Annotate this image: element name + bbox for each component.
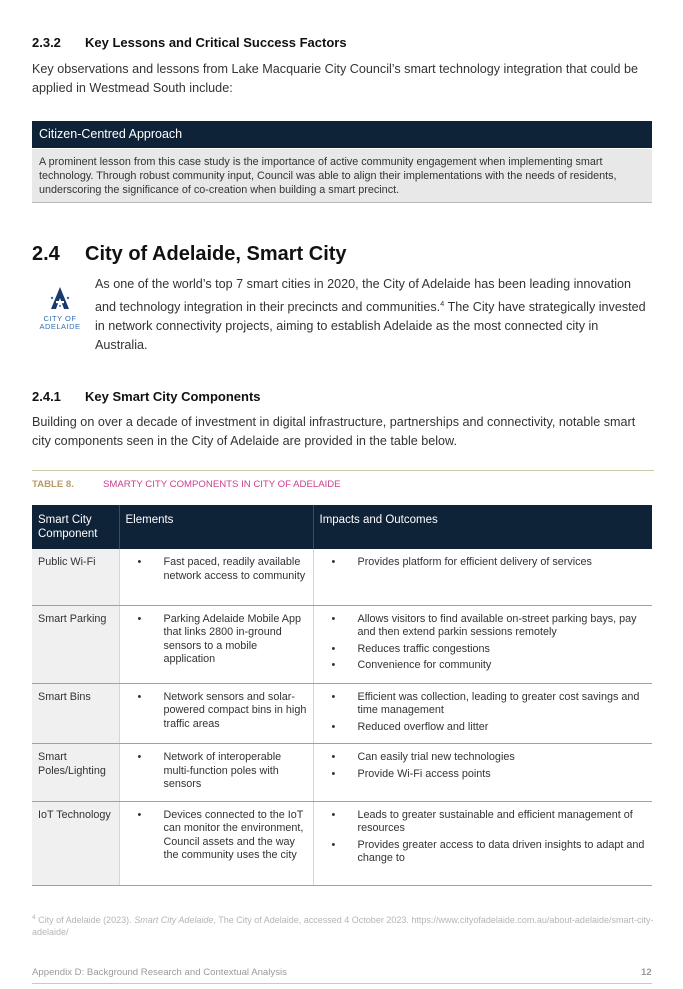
footnote-number: 4 (32, 914, 36, 921)
callout-title: Citizen-Centred Approach (32, 121, 652, 148)
list-item: • Devices connected to the IoT can monitor the environment, Council assets and the way the community uses the city (138, 809, 307, 863)
list-item: • Allows visitors to find available on-street parking bays, pay and then extend parkin sessions remotely (332, 613, 647, 640)
header-elements: Elements (119, 505, 313, 549)
component-cell: Smart Bins (32, 683, 119, 744)
intro-text-part2: The City have strategically invested in network connectivity projects, aiming to establish Adelaide as the most connected city in Australia. (95, 300, 646, 353)
list-item: • Can easily trial new technologies (332, 751, 647, 765)
page-number: 12 (641, 967, 652, 978)
caption-divider (32, 470, 654, 471)
elements-cell (119, 744, 313, 802)
list-item: • Efficient was collection, leading to greater cost savings and time management (332, 691, 647, 718)
list-item: • Network of interoperable multi-function poles with sensors (138, 751, 307, 792)
impacts-cell (313, 683, 652, 744)
adelaide-logo-icon (48, 286, 72, 310)
list-item: • Provides platform for efficient delivery of services (332, 556, 647, 570)
elements-cell (119, 683, 313, 744)
smart-city-components-table (32, 505, 652, 886)
footnote-reference: 4 (440, 299, 445, 308)
section-title: City of Adelaide, Smart City (85, 243, 347, 265)
section-number: 2.3.2 (32, 35, 61, 50)
component-cell: Smart Parking (32, 605, 119, 683)
table-caption (32, 479, 341, 490)
table-row (32, 605, 652, 683)
table-row (32, 683, 652, 744)
section-title: Key Lessons and Critical Success Factors (85, 35, 347, 50)
list-item: • Fast paced, readily available network access to community (138, 556, 307, 583)
impacts-cell (313, 605, 652, 683)
intro-paragraph-2-4 (95, 275, 650, 355)
footnote-italic: Smart City Adelaide (134, 915, 214, 925)
component-cell: Smart Poles/Lighting (32, 744, 119, 802)
logo-text-line2: ADELAIDE (39, 322, 81, 331)
footnote-text2: , The City of Adelaide, accessed 4 October 2023. https://www.cityofadelaide.com.au/about-adelaide/smart-city-adelaide/ (32, 915, 654, 937)
list-item: • Network sensors and solar-powered compact bins in high traffic areas (138, 691, 307, 732)
elements-cell (119, 549, 313, 605)
section-heading-2-4 (32, 243, 347, 266)
list-item: • Provide Wi-Fi access points (332, 768, 647, 782)
section-title: Key Smart City Components (85, 389, 261, 404)
footnote (32, 912, 657, 938)
footer-divider (32, 983, 652, 984)
table-row (32, 744, 652, 802)
header-impacts: Impacts and Outcomes (313, 505, 652, 549)
intro-paragraph-2-4-1: Building on over a decade of investment in digital infrastructure, partnerships and connectivity, notable smart city components seen in the City of Adelaide are provided in the table below. (32, 415, 636, 448)
impacts-cell (313, 801, 652, 885)
table-header-row (32, 505, 652, 549)
callout-body: A prominent lesson from this case study is the importance of active community engagement when implementing smart technology. Through robust community input, Council was able to align their implementations with the needs of residents, underscoring the significance of co-creation when building a smart precinct. (32, 149, 652, 203)
footnote-text1: City of Adelaide (2023). (35, 915, 135, 925)
section-heading-2-4-1 (32, 389, 261, 404)
table-caption-text: SMARTY CITY COMPONENTS IN CITY OF ADELAIDE (103, 479, 341, 490)
list-item: • Convenience for community (332, 659, 647, 673)
logo-text-line1: CITY OF (43, 314, 77, 323)
list-item: • Reduced overflow and litter (332, 721, 647, 735)
header-component: Smart City Component (32, 505, 119, 549)
table-label: TABLE 8. (32, 479, 74, 490)
table-row (32, 549, 652, 605)
section-number: 2.4 (32, 243, 60, 265)
table-row (32, 801, 652, 885)
impacts-cell (313, 549, 652, 605)
city-of-adelaide-logo (38, 286, 82, 332)
list-item: • Provides greater access to data driven insights to adapt and change to (332, 839, 647, 866)
intro-paragraph-2-3-2: Key observations and lessons from Lake Macquarie City Council’s smart technology integration that could be applied in Westmead South include: (32, 62, 638, 95)
elements-cell (119, 801, 313, 885)
component-cell: Public Wi-Fi (32, 549, 119, 605)
list-item: • Parking Adelaide Mobile App that links 2800 in-ground sensors to a mobile application (138, 613, 307, 667)
section-number: 2.4.1 (32, 389, 61, 404)
list-item: • Reduces traffic congestions (332, 643, 647, 657)
section-heading-2-3-2 (32, 35, 347, 50)
intro-text-part1: As one of the world’s top 7 smart cities in 2020, the City of Adelaide has been leading innovation and technology integration in their precincts and communities. (95, 277, 632, 315)
list-item: • Leads to greater sustainable and efficient management of resources (332, 809, 647, 836)
elements-cell (119, 605, 313, 683)
impacts-cell (313, 744, 652, 802)
footer-title: Appendix D: Background Research and Contextual Analysis (32, 967, 287, 978)
component-cell: IoT Technology (32, 801, 119, 885)
